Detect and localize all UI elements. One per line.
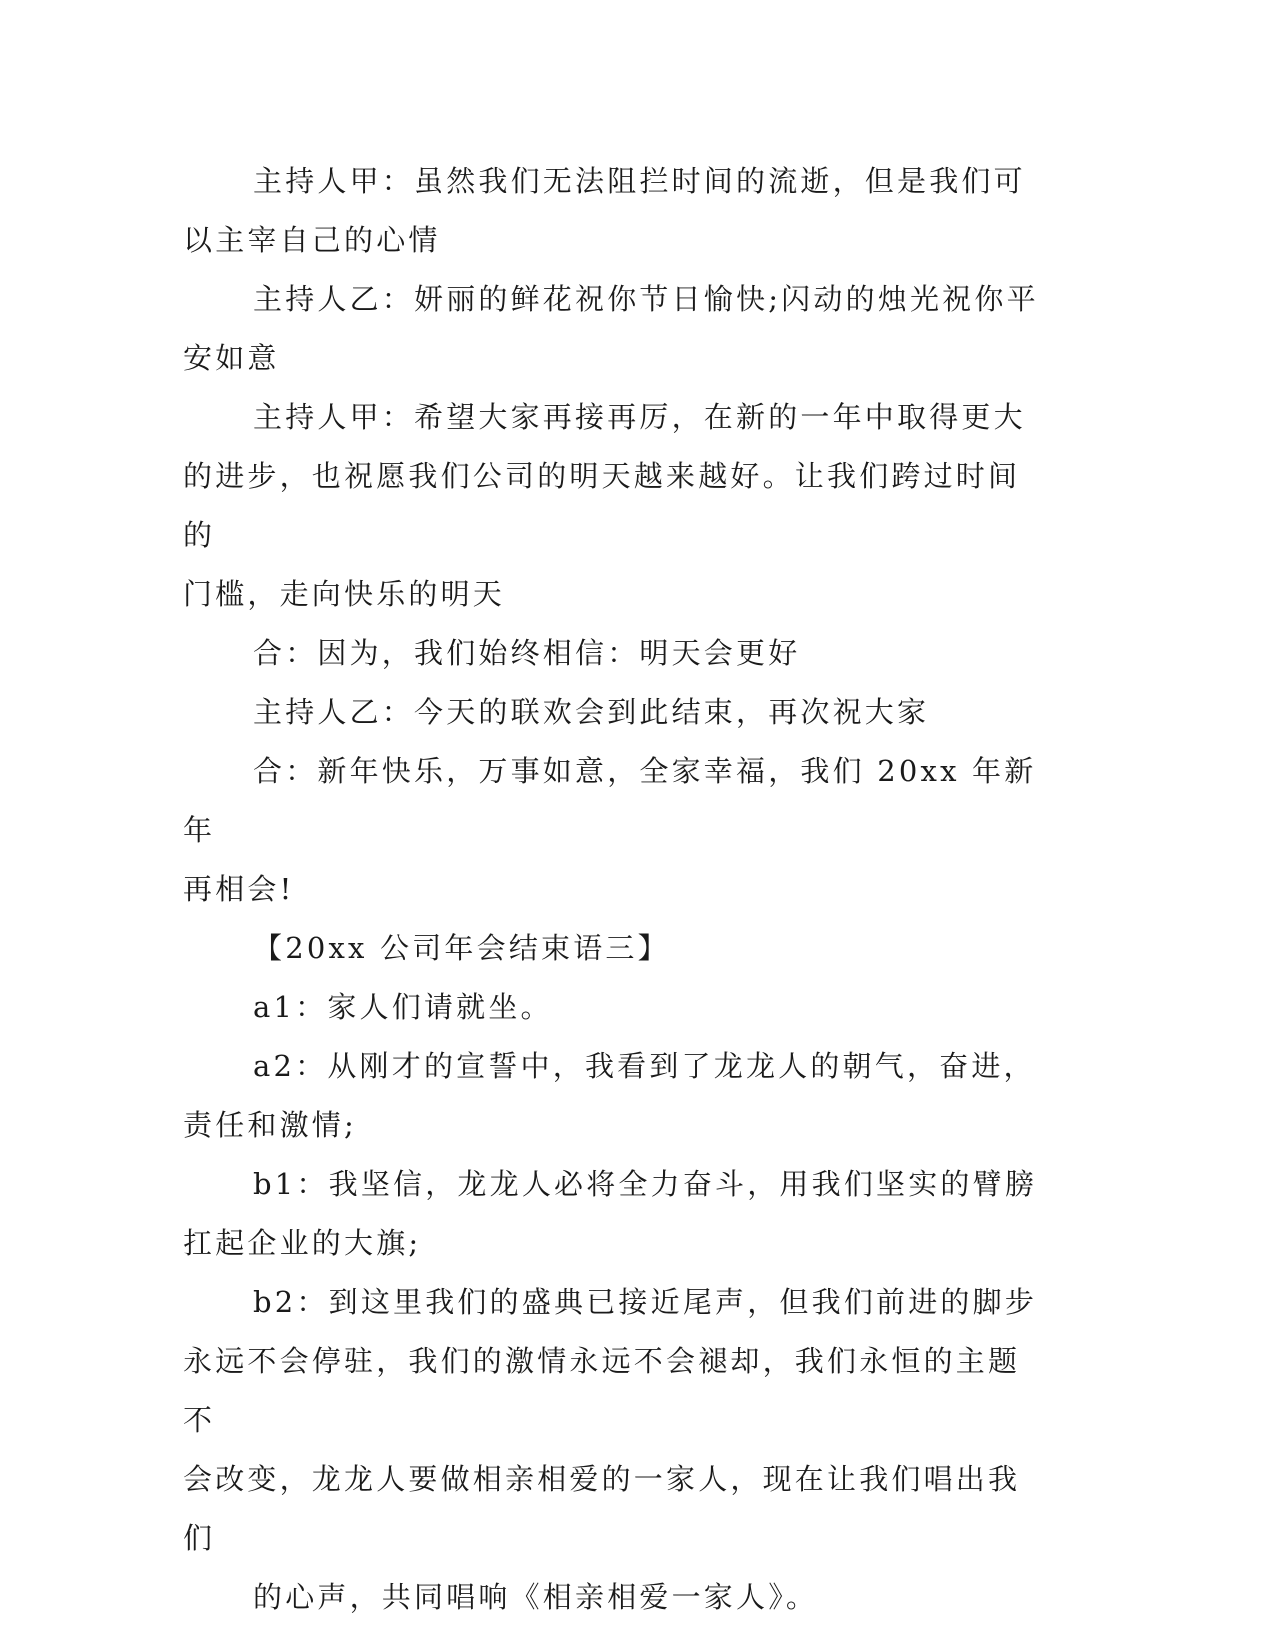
paragraph-b1: b1：我坚信，龙龙人必将全力奋斗，用我们坚实的臂膀 扛起企业的大旗; bbox=[183, 1167, 1038, 1260]
section-heading: 【20xx 公司年会结束语三】 bbox=[253, 931, 670, 965]
paragraph-together-1: 合：因为，我们始终相信：明天会更好 bbox=[253, 636, 801, 670]
paragraph-b2: b2：到这里我们的盛典已接近尾声，但我们前进的脚步 永远不会停驻，我们的激情永远不会褪却，我们永恒的主题不 会改变，龙龙人要做相亲相爱的一家人，现在让我们唱出我们 bbox=[183, 1285, 1038, 1555]
paragraph-host-b-2: 主持人乙：今天的联欢会到此结束，再次祝大家 bbox=[253, 695, 930, 729]
paragraph-a2: a2：从刚才的宣誓中，我看到了龙龙人的朝气，奋进， 责任和激情; bbox=[183, 1049, 1036, 1142]
paragraph-a1: a1：家人们请就坐。 bbox=[253, 990, 553, 1024]
document-body bbox=[183, 152, 1043, 1627]
paragraph-closing: 的心声，共同唱响《相亲相爱一家人》。 bbox=[253, 1580, 819, 1614]
paragraph-host-a-1: 主持人甲：虽然我们无法阻拦时间的流逝，但是我们可 以主宰自己的心情 bbox=[183, 164, 1026, 257]
paragraph-host-a-2: 主持人甲：希望大家再接再厉，在新的一年中取得更大 的进步，也祝愿我们公司的明天越来越好。让我们跨过时间的 门槛，走向快乐的明天 bbox=[183, 400, 1026, 611]
paragraph-host-b-1: 主持人乙：妍丽的鲜花祝你节日愉快;闪动的烛光祝你平 安如意 bbox=[183, 282, 1039, 375]
paragraph-together-2: 合：新年快乐，万事如意，全家幸福，我们 20xx 年新年 再相会! bbox=[183, 754, 1037, 906]
